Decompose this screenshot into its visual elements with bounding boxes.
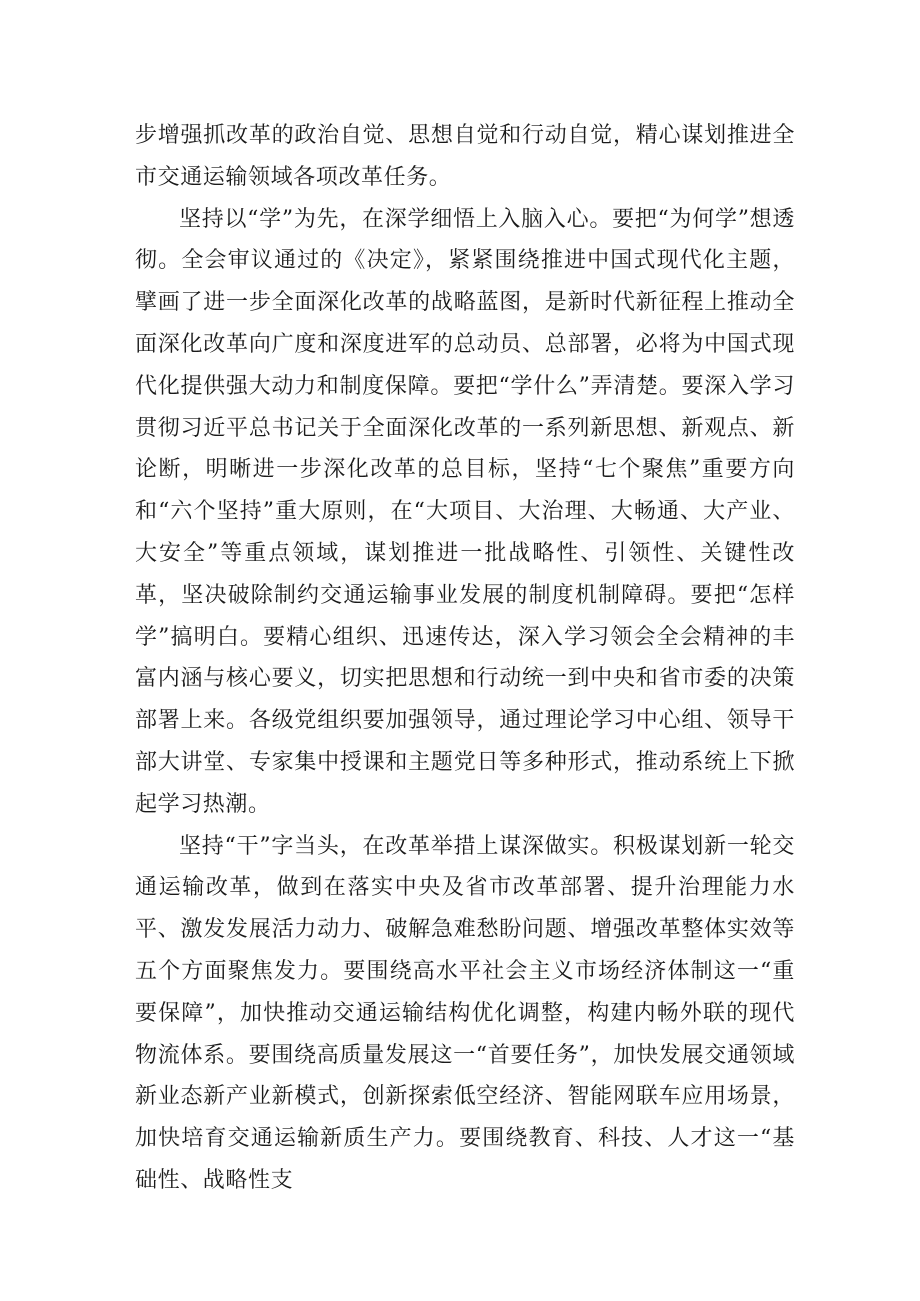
paragraph-continuation: 步增强抓改革的政治自觉、思想自觉和行动自觉，精心谋划推进全市交通运输领域各项改革任务。 [135,123,795,190]
document-body [135,115,795,1202]
paragraph-action-first: 坚持“干”字当头，在改革举措上谋深做实。积极谋划新一轮交通运输改革，做到在落实中央及省市改革部署、提升治理能力水平、激发发展活力动力、破解急难愁盼问题、增强改革整体实效等五个方面聚焦发力。要围绕高水平社会主义市场经济体制这一“重要保障”，加快推动交通运输结构优化调整，构建内畅外联的现代物流体系。要围绕高质量发展这一“首要任务”，加快发展交通领域新业态新产业新模式，创新探索低空经济、智能网联车应用场景，加快培育交通运输新质生产力。要围绕教育、科技、人才这一“基础性、战略性支 [135,833,795,1193]
paragraph-study-first: 坚持以“学”为先，在深学细悟上入脑入心。要把“为何学”想透彻。全会审议通过的《决定》，紧紧围绕推进中国式现代化主题，擘画了进一步全面深化改革的战略蓝图，是新时代新征程上推动全面深化改革向广度和深度进军的总动员、总部署，必将为中国式现代化提供强大动力和制度保障。要把“学什么”弄清楚。要深入学习贯彻习近平总书记关于全面深化改革的一系列新思想、新观点、新论断，明晰进一步深化改革的总目标，坚持“七个聚焦”重要方向和“六个坚持”重大原则，在“大项目、大治理、大畅通、大产业、大安全”等重点领域，谋划推进一批战略性、引领性、关键性改革，坚决破除制约交通运输事业发展的制度机制障碍。要把“怎样学”搞明白。要精心组织、迅速传达，深入学习领会全会精神的丰富内涵与核心要义，切实把思想和行动统一到中央和省市委的决策部署上来。各级党组织要加强领导，通过理论学习中心组、领导干部大讲堂、专家集中授课和主题党日等多种形式，推动系统上下掀起学习热潮。 [135,206,795,817]
